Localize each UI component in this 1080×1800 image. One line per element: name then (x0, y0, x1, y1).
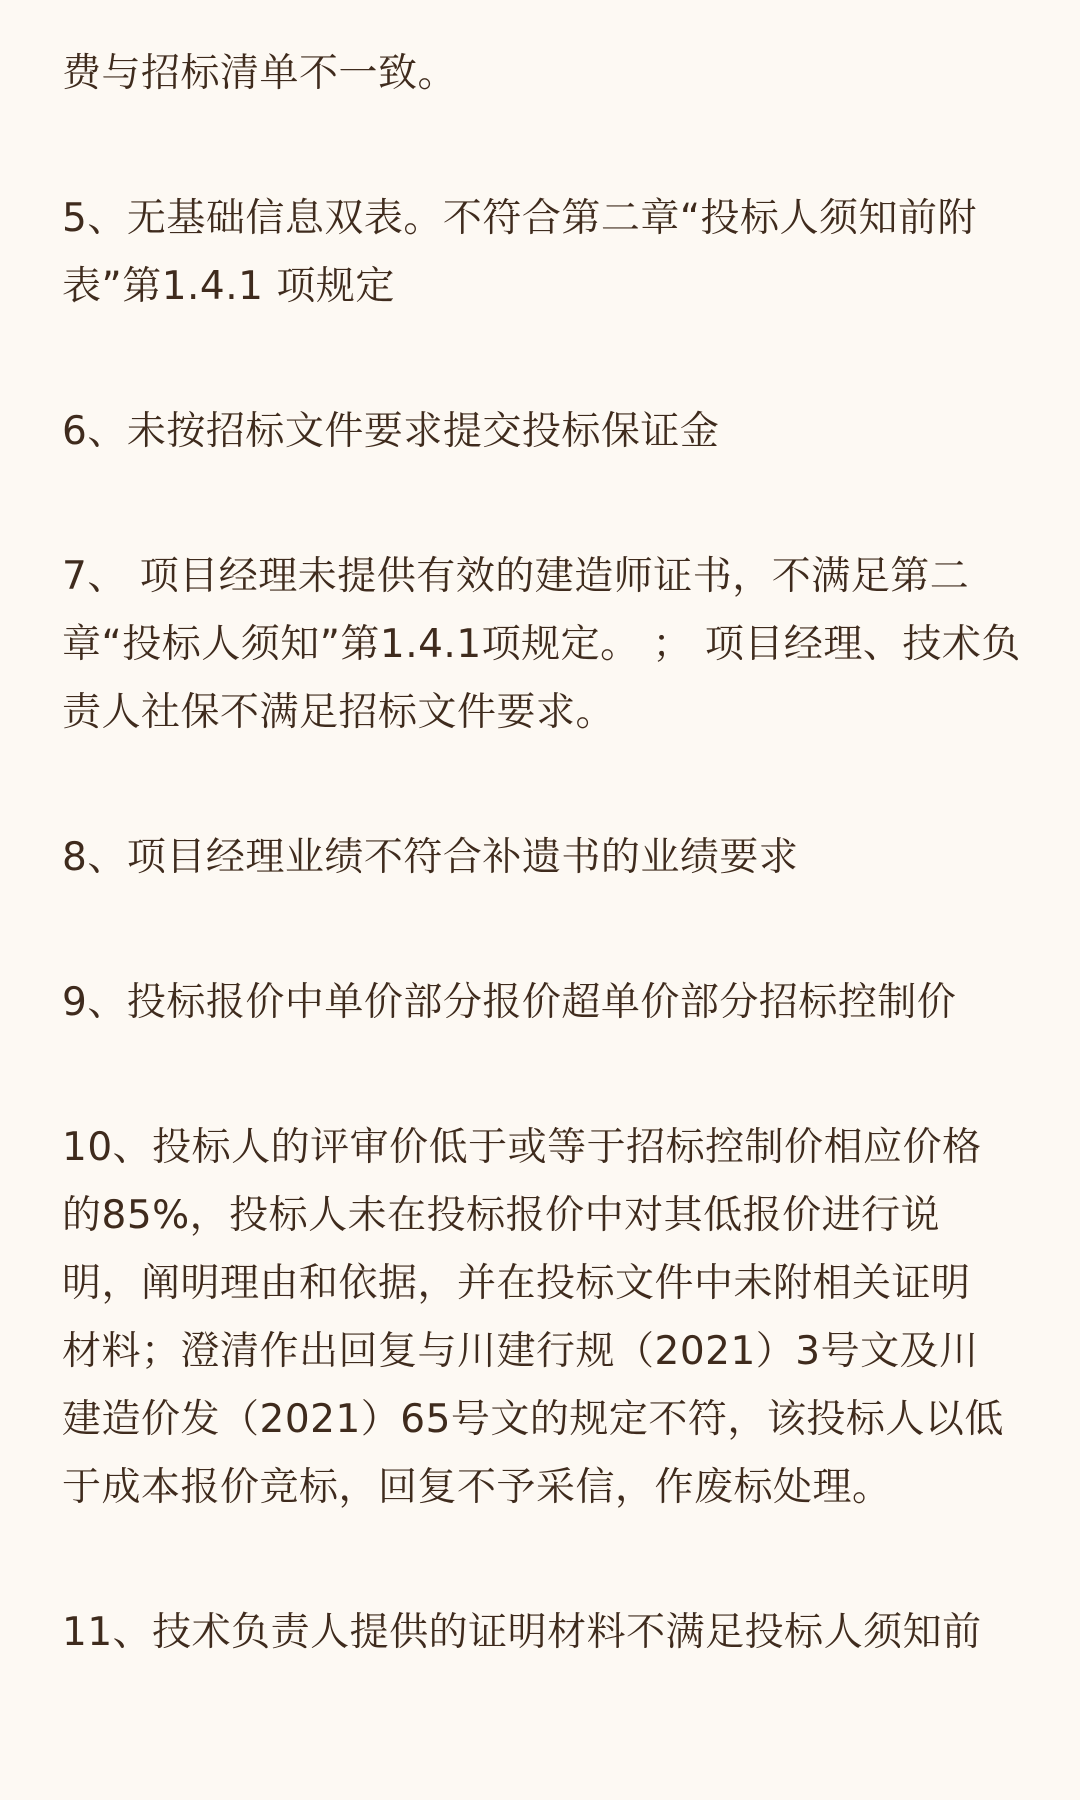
paragraph-line: 章“投标人须知”第1.4.1项规定。 ； 项目经理、技术负 (62, 622, 1021, 667)
paragraph-line: 表”第1.4.1 项规定 (62, 264, 395, 309)
paragraph-line: 建造价发（2021）65号文的规定不符，该投标人以低 (62, 1397, 1004, 1442)
paragraph-line: 8、项目经理业绩不符合补遗书的业绩要求 (62, 835, 799, 880)
paragraph-line: 7、 项目经理未提供有效的建造师证书，不满足第二 (62, 554, 970, 599)
paragraph-item-5 (62, 185, 1030, 321)
paragraph-item-7 (62, 543, 1030, 747)
paragraph-line: 6、未按招标文件要求提交投标保证金 (62, 409, 720, 454)
paragraph-line: 9、投标报价中单价部分报价超单价部分招标控制价 (62, 980, 957, 1025)
paragraph-line: 责人社保不满足招标文件要求。 (62, 690, 616, 735)
paragraph-line: 的85%，投标人未在投标报价中对其低报价进行说 (62, 1193, 941, 1238)
paragraph-line: 5、无基础信息双表。不符合第二章“投标人须知前附 (62, 196, 978, 241)
paragraph-item-11 (62, 1599, 1030, 1667)
paragraph-line: 材料；澄清作出回复与川建行规（2021）3号文及川 (62, 1329, 979, 1374)
paragraph-line: 于成本报价竞标，回复不予采信，作废标处理。 (62, 1465, 892, 1510)
paragraph-line: 费与招标清单不一致。 (62, 51, 458, 96)
paragraph-item-10 (62, 1114, 1030, 1522)
paragraph-line: 明，阐明理由和依据，并在投标文件中未附相关证明 (62, 1261, 971, 1306)
paragraph-item-9 (62, 969, 1030, 1037)
paragraph-item-6 (62, 398, 1030, 466)
paragraph-line: 10、投标人的评审价低于或等于招标控制价相应价格 (62, 1125, 982, 1170)
paragraph-item-0 (62, 40, 1030, 108)
paragraph-line: 11、技术负责人提供的证明材料不满足投标人须知前 (62, 1610, 982, 1655)
paragraph-item-8 (62, 824, 1030, 892)
